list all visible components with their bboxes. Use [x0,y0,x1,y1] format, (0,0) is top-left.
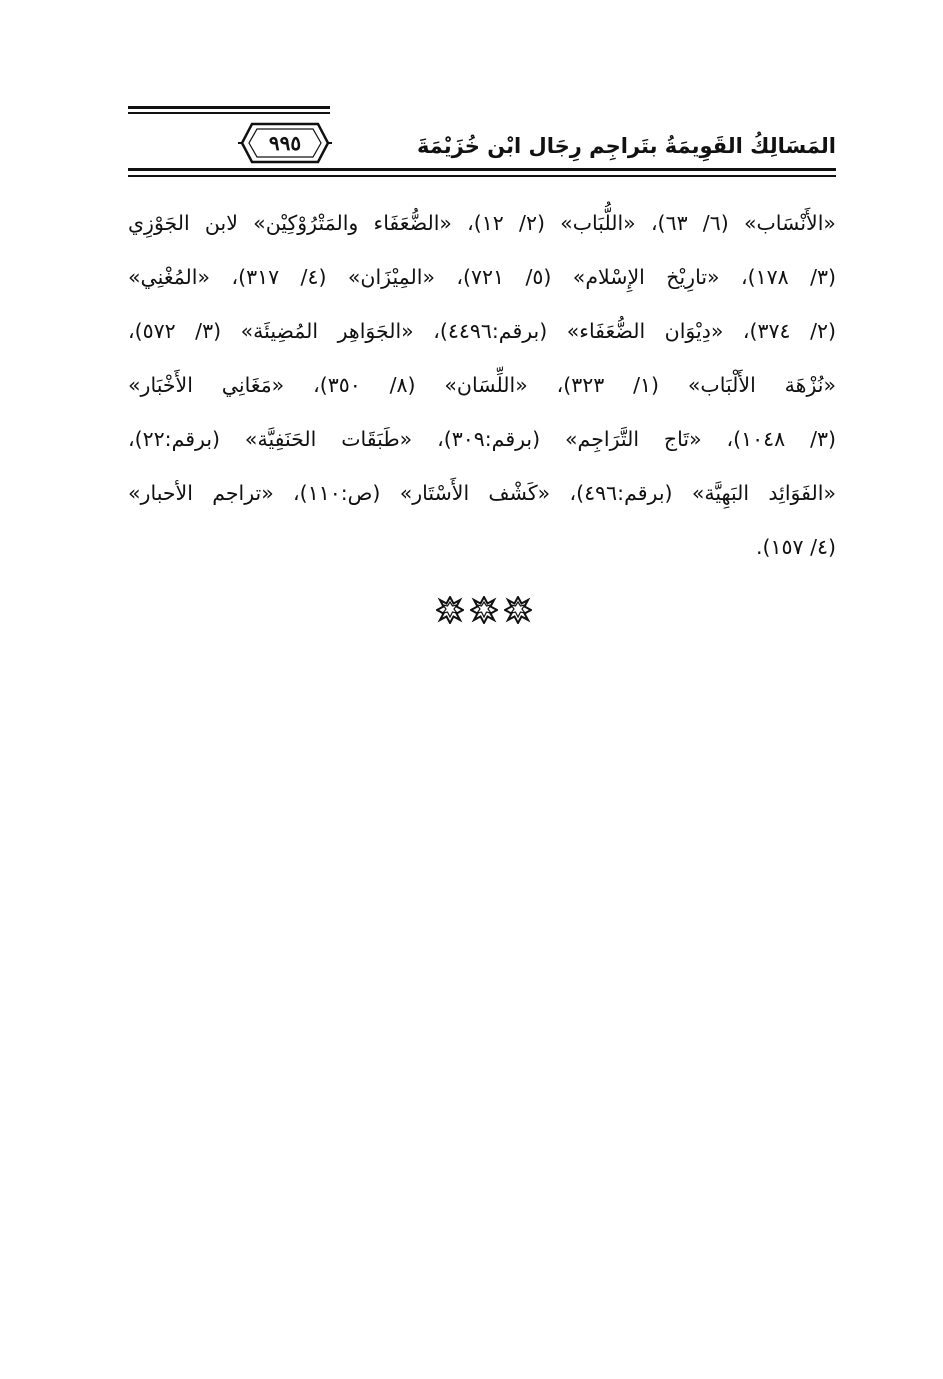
page-number-badge [238,120,332,166]
text-line: (٣/ ١٠٤٨)، «تَاج التَّرَاجِم» (برقم:٣٠٩)، «طَبَقَات الحَنَفِيَّة» (برقم:٢٢)، [128,427,836,451]
text-line: «الفَوَائِد البَهِيَّة» (برقم:٤٩٦)، «كَشْف الأَسْتَار» (ص:١١٠)، «تراجم الأحبار» [128,481,836,505]
running-title: المَسَالِكُ القَوِيمَةُ بتَراجِم رِجَال ابْن خُزَيْمَةَ [416,134,836,158]
section-ornament [436,596,532,624]
text-line: (٣/ ١٧٨)، «تارِيْخ الإِسْلام» (٥/ ٧٢١)، «المِيْزَان» (٤/ ٣١٧)، «المُغْنِي» [128,265,836,289]
eight-point-star-icon [470,596,498,624]
header-top-rule [128,106,330,114]
text-line: «الأَنْسَاب» (٦/ ٦٣)، «اللُّبَاب» (٢/ ١٢)، «الضُّعَفَاء والمَتْرُوْكِيْن» لابن الجَوْزِي [128,211,836,235]
text-line: (٢/ ٣٧٤)، «دِيْوَان الضُّعَفَاء» (برقم:٤٤٩٦)، «الجَوَاهِر المُضِيئَة» (٣/ ٥٧٢)، [128,319,836,343]
text-line: «نُزْهَة الأَلْبَاب» (١/ ٣٢٣)، «اللِّسَان» (٨/ ٣٥٠)، «مَغَانِي الأَخْبَار» [128,373,836,397]
header-bottom-rule [128,168,836,177]
eight-point-star-icon [436,596,464,624]
text-line: (٤/ ١٥٧). [755,535,836,559]
page-number: ٩٩٥ [268,131,302,155]
page-header [128,100,836,184]
eight-point-star-icon [504,596,532,624]
body-paragraph [128,196,836,574]
